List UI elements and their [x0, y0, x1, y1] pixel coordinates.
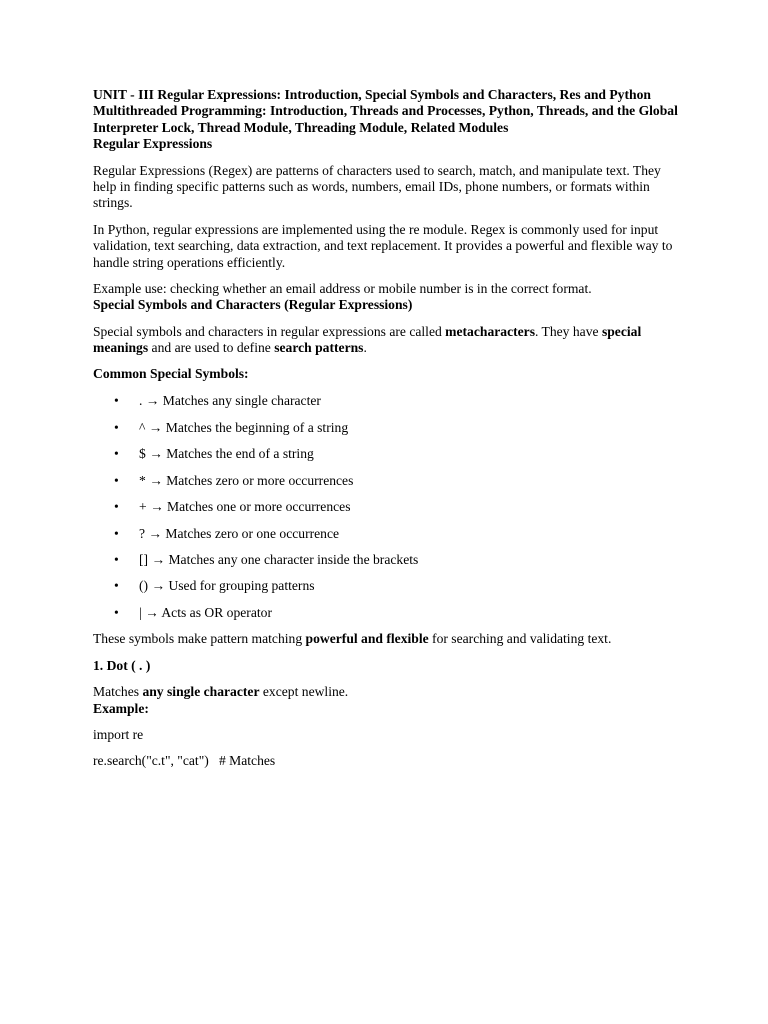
paragraph-regex-definition: Regular Expressions (Regex) are patterns of characters used to search, match, and manipulate text. They help in finding specific patterns such as words, numbers, email IDs, phone numbers, or formats within strings.: [93, 162, 661, 211]
list-item: [93, 552, 683, 568]
dot-desc-text-1: Matches: [93, 684, 143, 700]
summary-text-2: for searching and validating text.: [428, 631, 612, 647]
unit-title: UNIT - III Regular Expressions: Introduction, Special Symbols and Characters, Res and Python Multithreaded Programming: Introduction, Threads and Processes, Python, Threads, and the Global Interpreter Lock, Thread Module, Threading Module, Related Modules: [93, 87, 678, 135]
section-heading-special-symbols: Special Symbols and Characters (Regular Expressions): [93, 297, 413, 313]
bullet-icon: •: [114, 525, 119, 541]
bullet-icon: •: [114, 472, 119, 488]
code-line-import: import re: [93, 726, 144, 742]
special-symbols-list: [93, 393, 683, 621]
bullet-icon: •: [114, 604, 119, 620]
paragraph-regex-python: In Python, regular expressions are implemented using the re module. Regex is commonly used for input validation, text searching, data extraction, and text replacement. It provides a powerful and flexible way to handle string operations efficiently.: [93, 221, 673, 270]
intro-bold-search-patterns: search patterns: [274, 340, 364, 356]
list-item: [93, 578, 683, 594]
code-line-search: re.search("c.t", "cat") # Matches: [93, 753, 276, 769]
list-item: [93, 420, 683, 436]
document-page: [93, 87, 683, 770]
list-item: [93, 446, 683, 462]
list-item-text: ? → Matches zero or one occurrence: [139, 525, 340, 541]
intro-text-1: Special symbols and characters in regular expressions are called: [93, 323, 446, 339]
list-item-text: ^ → Matches the beginning of a string: [139, 419, 349, 435]
dot-desc-bold: any single character: [142, 684, 260, 700]
bullet-icon: •: [114, 393, 119, 409]
summary-text-1: These symbols make pattern matching: [93, 631, 306, 647]
paragraph-symbols-summary: [93, 631, 683, 647]
list-item: [93, 605, 683, 621]
intro-text-3: and are used to define: [148, 340, 275, 356]
list-item-text: . → Matches any single character: [139, 393, 321, 409]
dot-desc-text-2: except newline.: [259, 684, 349, 700]
bullet-icon: •: [114, 446, 119, 462]
list-item-text: | → Acts as OR operator: [139, 604, 272, 620]
intro-bold-metacharacters: metacharacters: [445, 323, 535, 339]
common-symbols-heading: Common Special Symbols:: [93, 365, 249, 381]
list-item: [93, 526, 683, 542]
dot-description: [93, 684, 683, 717]
list-item-text: + → Matches one or more occurrences: [139, 499, 351, 515]
bullet-icon: •: [114, 419, 119, 435]
list-item-text: $ → Matches the end of a string: [139, 446, 314, 462]
section-heading-regular-expressions: Regular Expressions: [93, 136, 213, 152]
list-item-text: * → Matches zero or more occurrences: [139, 472, 354, 488]
example-label: Example:: [93, 700, 149, 716]
bullet-icon: •: [114, 499, 119, 515]
list-item-text: [] → Matches any one character inside the brackets: [139, 552, 419, 567]
list-item: [93, 393, 683, 409]
intro-bold-special-meanings: special meanings: [93, 323, 642, 356]
paragraph-metacharacters-intro: [93, 324, 683, 357]
bullet-icon: •: [114, 552, 119, 567]
summary-bold-powerful-flexible: powerful and flexible: [305, 631, 429, 647]
bullet-icon: •: [114, 578, 119, 594]
dot-heading: 1. Dot ( . ): [93, 657, 151, 673]
intro-text-2: . They have: [535, 323, 602, 339]
intro-text-4: .: [363, 340, 367, 356]
list-item-text: () → Used for grouping patterns: [139, 578, 315, 594]
list-item: [93, 499, 683, 515]
list-item: [93, 473, 683, 489]
paragraph-regex-example-use: Example use: checking whether an email address or mobile number is in the correct format.: [93, 281, 592, 297]
